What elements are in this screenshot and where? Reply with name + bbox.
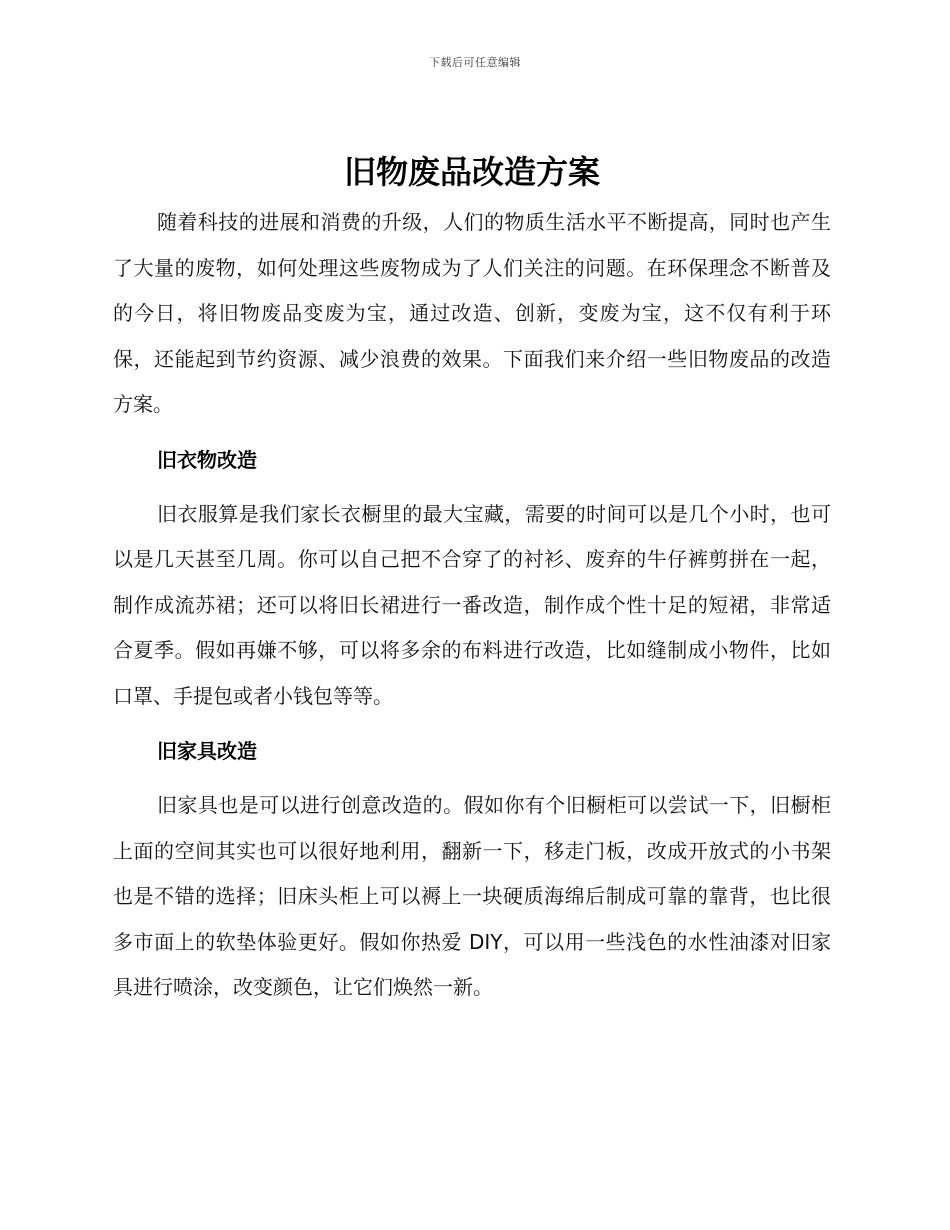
page-header-note: 下载后可任意编辑	[429, 56, 521, 69]
intro-paragraph: 随着科技的进展和消费的升级，人们的物质生活水平不断提高，同时也产生了大量的废物，如何处理这些废物成为了人们关注的问题。在环保理念不断普及的今日，将旧物废品变废为宝，通过改造、创新，变废为宝，这不仅有利于环保，还能起到节约资源、减少浪费的效果。下面我们来介绍一些旧物废品的改造方案。	[113, 210, 831, 416]
section-body-clothes: 旧衣服算是我们家长衣橱里的最大宝藏，需要的时间可以是几个小时，也可以是几天甚至几周。你可以自己把不合穿了的衬衫、废弃的牛仔裤剪拼在一起，制作成流苏裙；还可以将旧长裙进行一番改造，制作成个性十足的短裙，非常适合夏季。假如再嫌不够，可以将多余的布料进行改造，比如缝制成小物件，比如口罩、手提包或者小钱包等等。	[113, 501, 831, 708]
section-heading-clothes: 旧衣物改造	[157, 447, 257, 472]
section-heading-furniture: 旧家具改造	[157, 739, 257, 763]
document-title: 旧物废品改造方案	[343, 153, 600, 191]
section-body-furniture: 旧家具也是可以进行创意改造的。假如你有个旧橱柜可以尝试一下，旧橱柜上面的空间其实也可以很好地利用，翻新一下，移走门板，改成开放式的小书架也是不错的选择；旧床头柜上可以褥上一块硬质海绵后制成可靠的靠背，也比很多市面上的软垫体验更好。假如你热爱 DIY，可以用一些浅色的水性油漆对旧家具进行喷涂，改变颜色，让它们焕然一新。	[113, 793, 831, 999]
document-body	[113, 148, 831, 1011]
